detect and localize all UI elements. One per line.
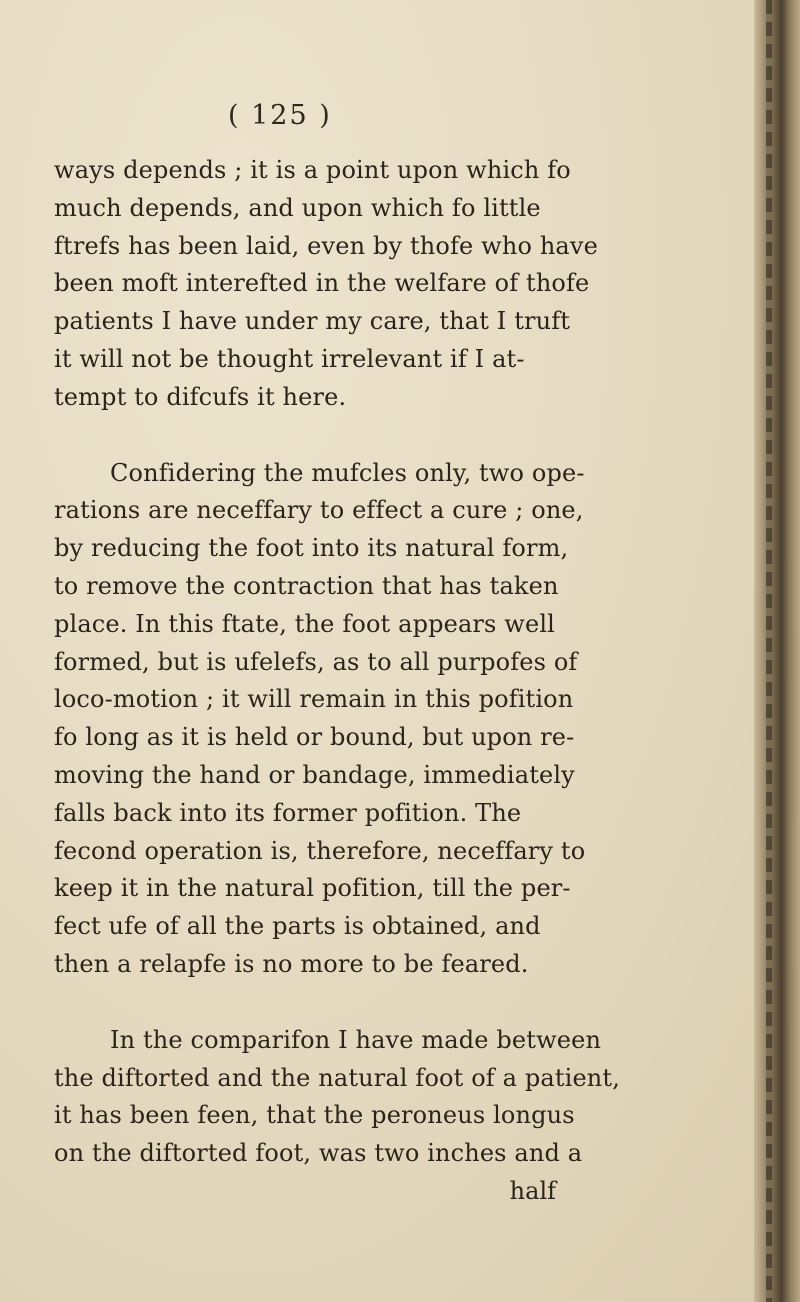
paragraph-3 (54, 1022, 744, 1211)
text-line: formed, but is ufelefs, as to all purpofes of (54, 647, 578, 676)
body-text (54, 152, 744, 1211)
text-line: fecond operation is, therefore, neceffary to (54, 836, 586, 865)
text-line: moving the hand or bandage, immediately (54, 760, 575, 789)
paragraph-2 (54, 455, 744, 984)
text-line: loco-motion ; it will remain in this pofition (54, 685, 574, 714)
page-edge (754, 0, 800, 1302)
text-line: tempt to difcufs it here. (54, 382, 347, 411)
text-line: much depends, and upon which fo little (54, 193, 541, 222)
text-line: patients I have under my care, that I truft (54, 307, 571, 336)
text-line: the diftorted and the natural foot of a patient, (54, 1063, 620, 1092)
catchword: half (509, 1176, 556, 1205)
text-line: place. In this ftate, the foot appears well (54, 609, 555, 638)
text-line: falls back into its former pofition. The (54, 798, 522, 827)
text-line: it will not be thought irrelevant if I at- (54, 344, 525, 373)
text-line: keep it in the natural pofition, till the per- (54, 874, 571, 903)
text-line: ways depends ; it is a point upon which fo (54, 156, 571, 184)
text-line: then a relapfe is no more to be feared. (54, 949, 529, 978)
paragraph-1 (54, 152, 744, 417)
text-line: fect ufe of all the parts is obtained, and (54, 912, 541, 941)
text-line: to remove the contraction that has taken (54, 571, 559, 600)
text-line: ftrefs has been laid, even by thofe who have (54, 231, 598, 260)
text-line: rations are neceffary to effect a cure ; one, (54, 496, 584, 525)
text-line: In the comparifon I have made between (110, 1025, 602, 1054)
text-line: on the diftorted foot, was two inches and a (54, 1139, 583, 1168)
text-line: Confidering the mufcles only, two ope- (110, 458, 585, 487)
text-line: it has been feen, that the peroneus longus (54, 1101, 575, 1130)
text-line: been moft interefted in the welfare of thofe (54, 269, 590, 298)
text-line: by reducing the foot into its natural form, (54, 534, 569, 563)
text-line: fo long as it is held or bound, but upon re- (54, 723, 575, 752)
page-number: ( 125 ) (228, 100, 332, 131)
